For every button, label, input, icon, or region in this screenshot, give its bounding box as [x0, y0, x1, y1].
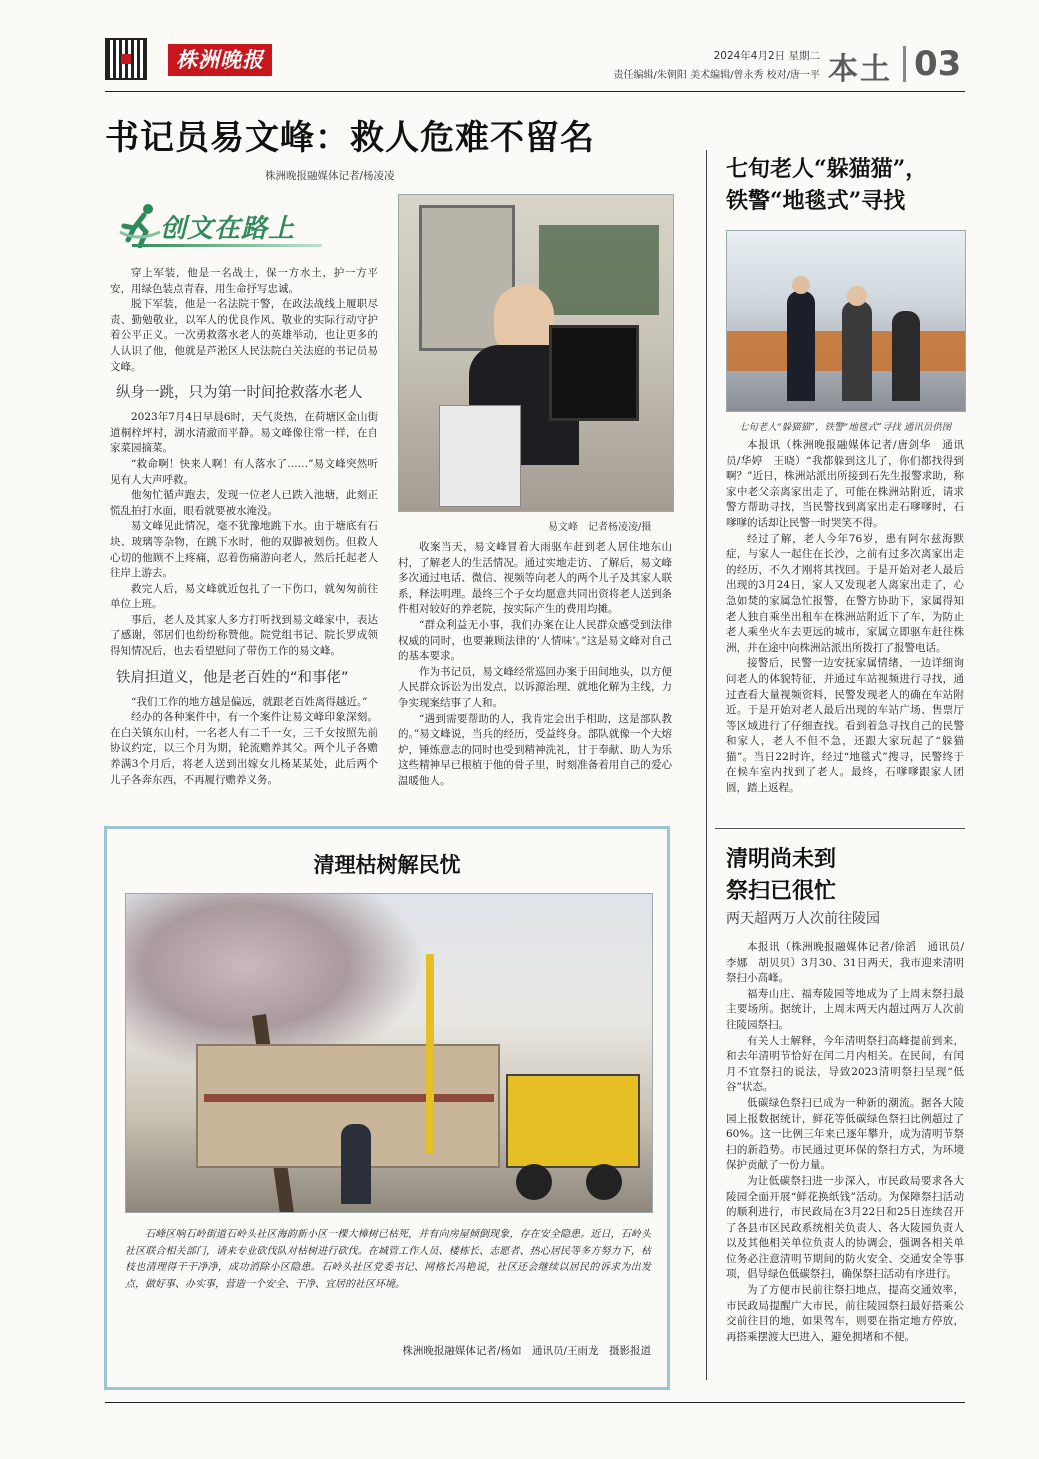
- right-headline-2-line1: 清明尚未到: [726, 846, 837, 872]
- tree-removal-photo: [125, 893, 653, 1213]
- body-paragraph: 低碳绿色祭扫已成为一种新的潮流。据各大陵园上报数据统计，鲜花等低碳绿色祭扫比例超过了60%。这一比例三年来已逐年攀升，成为清明节祭扫的新趋势。市民通过更环保的祭扫方式，为环境保护贡献了一份力量。: [726, 1096, 964, 1172]
- badge-text: 创文在路上: [160, 214, 296, 244]
- body-paragraph: 经过了解，老人今年76岁，患有阿尔兹海默症，与家人一起住在长沙，之前有过多次离家出走的经历，不久才刚将其找回。于是开始对老人最后出现的3月24日，家人又发现老人离家出走了，心急如焚的家属急忙报警，在警方协助下，家属得知老人独自乘坐出租车在株洲站附近下了车，为防止老人乘坐火车去更远的城市，家属立即驱车赶往株洲，并在途中向株洲站派出所拨打了报警电话。: [726, 532, 964, 654]
- right-headline-1-line2: 铁警“地毯式”寻找: [726, 188, 906, 214]
- photo-story-title: 清理枯树解民忧: [313, 853, 461, 877]
- body-paragraph: 有关人士解释，今年清明祭扫高峰提前到来，和去年清明节恰好在闰二月内相关。在民间，有闰月不宜祭扫的说法，导致2023清明祭扫呈现“低谷”状态。: [726, 1034, 964, 1094]
- main-article-left-column: [110, 266, 378, 788]
- runner-icon: [118, 202, 162, 248]
- masthead-rule: [105, 91, 965, 92]
- photo-story-caption: 石峰区响石岭街道石岭头社区海韵新小区一棵大樟树已枯死，并有向房屋倾倒现象，存在安全隐患。近日，石岭头社区联合相关部门，请来专业砍伐队对枯树进行砍伐。在城管工作人员、楼栋长、志愿者、热心居民等多方努力下，枯枝也清理得干干净净，成功消除小区隐患。石岭头社区党委书记、网格长冯艳说，社区还会继续以居民的诉求为出发点，做好事、办实事，营造一个安全、干净、宜居的社区环境。: [125, 1229, 651, 1290]
- photo-story-frame: [104, 826, 670, 1390]
- section-name: 本土: [828, 52, 892, 87]
- main-article-middle-column: [398, 540, 672, 790]
- main-headline: 书记员易文峰：救人危难不留名: [105, 118, 595, 158]
- subhead: 铁肩担道义，他是老百姓的“和事佬”: [116, 669, 349, 686]
- campaign-badge: [112, 200, 332, 252]
- body-paragraph: 事后，老人及其家人多方打听找到易文峰家中，表达了感谢，邻居们也纷纷称赞他。院党组书记、院长罗成领得知情况后，也去看望慰问了带伤工作的易文峰。: [110, 613, 378, 658]
- body-paragraph: “救命啊！快来人啊！有人落水了……”易文峰突然听见有人大声呼救。: [110, 457, 378, 486]
- page-number: 03: [914, 44, 962, 84]
- body-paragraph: 经办的各种案件中，有一个案件让易文峰印象深刻。在白关镇东山村，一名老人有二千一女，三千女按照先前协议约定，以三个月为期，轮流赡养其父。两个儿子各赡养满3个月后，将老人送到出嫁女儿杨某某处，此后两个儿子各奔东西，不再履行赡养义务。: [110, 711, 378, 786]
- body-paragraph: 2023年7月4日早晨6时，天气炎热，在荷塘区金山街道桐梓坪村，湖水清澈而平静。易文峰像往常一样，在自家菜园摘菜。: [110, 411, 378, 455]
- right-headline-1-line1: 七旬老人“躲猫猫”，: [726, 156, 928, 182]
- body-paragraph: 作为书记员，易文峰经常巡回办案于田间地头，以方便人民群众诉讼为出发点，以诉源治理、就地化解为主线，力争实现案结事了人和。: [398, 665, 672, 709]
- photo-story-credit: 株洲晚报融媒体记者/杨如 通讯员/王雨龙 摄影报道: [402, 1345, 651, 1357]
- body-paragraph: 本报讯（株洲晚报融媒体记者/唐剑华 通讯员/华婷 王晓）“我都躲到这儿了，你们都找得到啊？”近日，株洲站派出所接到石先生报警求助，称家中老父亲离家出走了，可能在株洲站附近，请求警方帮助寻找，当民警找到离家出走石嗲嗲时，石嗲嗲的话却让民警一时哭笑不得。: [726, 439, 964, 529]
- column-rule: [706, 150, 707, 1380]
- qr-code-icon: [105, 38, 147, 80]
- editors-line: 责任编辑/朱朝阳 美术编辑/曾永秀 校对/唐一平: [613, 70, 820, 81]
- intro-paragraph: 穿上军装，他是一名战士，保一方水土，护一方平安，用绿色装点青春，用生命抒写忠诚。: [110, 267, 378, 295]
- body-paragraph: 易文峰见此情况，毫不犹豫地跳下水。由于塘底有石块、玻璃等杂物，在跳下水时，他的双脚被划伤。但救人心切的他顾不上疼痛，忍着伤痛游向老人，然后托起老人往岸上游去。: [110, 520, 378, 580]
- body-paragraph: “群众利益无小事，我们办案在让人民群众感受到法律权威的同时，也要兼顾法律的‘人情味’。”这是易文峰对自己的基本要求。: [398, 618, 672, 663]
- masthead-logo: 株洲晚报: [168, 44, 272, 76]
- right-subtitle-2: 两天超两万人次前往陵园: [726, 911, 880, 927]
- section-divider: [903, 46, 906, 82]
- intro-paragraph: 脱下军装，他是一名法院干警，在政法战线上履职尽责、勤勉敬业，以军人的优良作风、敬业的实际行动守护着公平正义。一次勇救落水老人的英雄举动，也让更多的人认识了他，他就是芦淞区人民法院白关法庭的书记员易文峰。: [110, 298, 378, 373]
- right-article-1-body: [726, 438, 964, 797]
- right-headline-2-line2: 祭扫已很忙: [726, 878, 837, 904]
- interview-photo-caption: 易文峰 记者杨凌凌/摄: [548, 522, 652, 533]
- issue-date: 2024年4月2日 星期二: [713, 50, 820, 62]
- body-paragraph: 本报讯（株洲晚报融媒体记者/徐滔 通讯员/李娜 胡贝贝）3月30、31日两天，我市迎来清明祭扫小高峰。: [726, 941, 964, 985]
- body-paragraph: 为了方便市民前往祭扫地点，提高交通效率，市民政局提醒广大市民，前往陵园祭扫最好搭乘公交前往目的地，如果驾车，则要在指定地方停放，再搭乘摆渡大巴进入，避免拥堵和不便。: [726, 1284, 964, 1343]
- body-paragraph: 他匆忙循声跑去，发现一位老人已跌入池塘，此刻正慌乱拍打水面，眼看就要被水淹没。: [110, 489, 378, 517]
- body-paragraph: “我们工作的地方越是偏远，就跟老百姓离得越近。”: [131, 695, 368, 708]
- interview-photo: [398, 194, 674, 512]
- railway-police-photo: [726, 230, 966, 412]
- body-paragraph: 救完人后，易文峰就近包扎了一下伤口，就匆匆前往单位上班。: [110, 582, 378, 611]
- body-paragraph: 福寿山庄、福寿陵园等地成为了上周末祭扫最主要场所。据统计，上周末两天内超过两万人次前往陵园祭扫。: [726, 987, 964, 1031]
- right-article-2-body: [726, 940, 964, 1345]
- railway-photo-caption: 七旬老人“躲猫猫”，铁警“地毯式”寻找 通讯员供图: [738, 422, 952, 433]
- body-paragraph: 为让低碳祭扫进一步深入，市民政局要求各大陵园全面开展“鲜花换纸钱”活动。为保障祭扫活动的顺利进行，市民政局在3月22日和25日连续召开了各县市区民政系统相关负责人、各大陵园负责人以及其他相关单位负责人的协调会，强调各相关单位务必注意清明节期间的防火安全、交通安全等事项，倡导绿色低碳祭扫，确保祭扫活动有序进行。: [726, 1174, 964, 1281]
- main-byline: 株洲晚报融媒体记者/杨凌凌: [265, 170, 395, 182]
- footer-rule: [105, 1402, 965, 1403]
- right-column-rule: [715, 828, 965, 829]
- body-paragraph: 接警后，民警一边安抚家属情绪，一边详细询问老人的体貌特征，并通过车站视频进行寻找，通过查看大量视频资料，民警发现老人的确在车站附近。于是开始对老人最后出现的车站广场、售票厅等区域进行了仔细查找。看到着急寻找自己的民警和家人，老人不但不急，还跟大家玩起了“躲猫猫”。当日22时许，经过“地毯式”搜寻，民警终于在候车室内找到了老人。最终，石嗲嗲跟家人团圆，踏上返程。: [726, 657, 964, 795]
- subhead: 纵身一跳，只为第一时间抢救落水老人: [116, 385, 363, 402]
- body-paragraph: “遇到需要帮助的人，我肯定会出手相助，这是部队教的。”易文峰说，当兵的经历，受益终身。部队就像一个大熔炉，锤炼意志的同时也受到精神洗礼，甘于奉献、助人为乐这些精神早已根植于他的骨子里，时刻准备着用自己的爱心温暖他人。: [398, 712, 672, 787]
- body-paragraph: 收案当天，易文峰冒着大雨驱车赶到老人居住地东山村，了解老人的生活情况。通过实地走访、了解后，易文峰多次通过电话、微信、视频等向老人的两个儿子及其家人联系，释法明理。最终三个子女均愿意共同出资将老人送到条件相对较好的养老院，按实际产生的费用均摊。: [398, 541, 672, 616]
